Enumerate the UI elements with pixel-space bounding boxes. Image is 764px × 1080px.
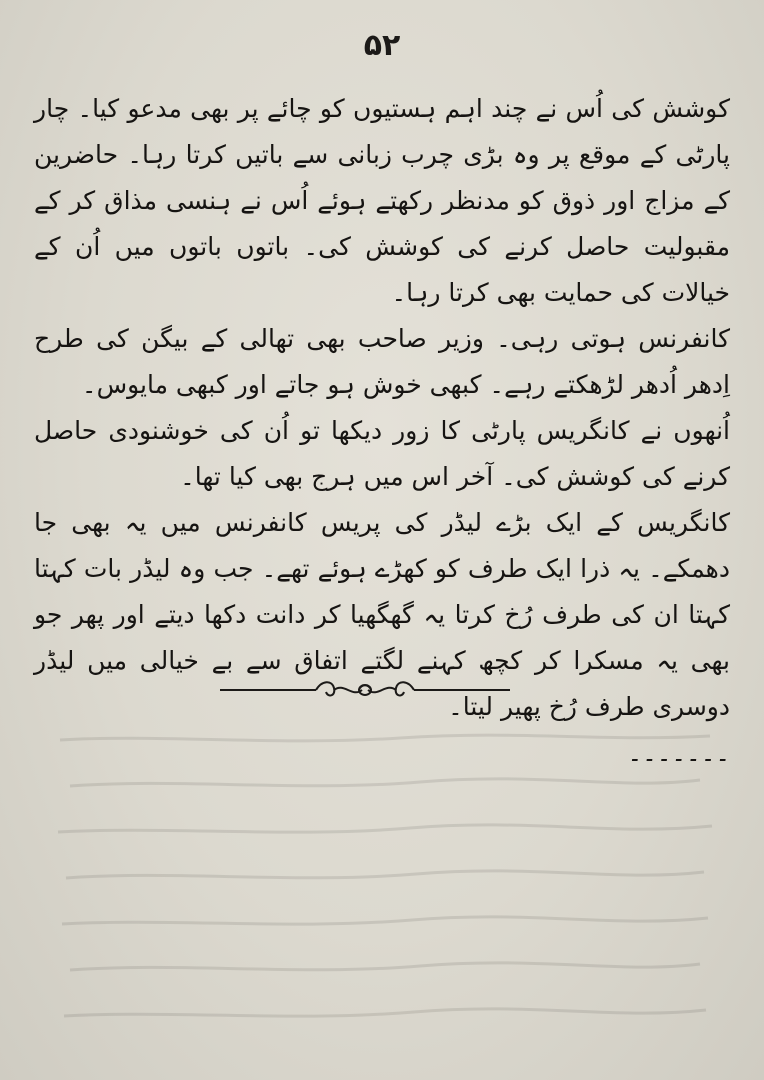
page-number: ۵۲	[363, 28, 401, 63]
paragraph-3: اُنھوں نے کانگریس پارٹی کا زور دیکھا تو اُن کی خوشنودی حاصل کرنے کی کوشش کی۔ آخر اس میں ہرج بھی کیا تھا۔	[34, 416, 730, 491]
paragraph-1: کوشش کی اُس نے چند اہم ہستیوں کو چائے پر بھی مدعو کیا۔ چار پارٹی کے موقع پر وہ بڑی چرب زبانی سے باتیں کرتا رہا۔ حاضرین کے مزاج اور ذوق کو مدنظر رکھتے ہوئے اُس نے ہنسی مذاق کر کے مقبولیت حاصل کرنے کی کوشش کی۔ باتوں باتوں میں اُن کے خیالات کی حمایت بھی کرتا رہا۔	[34, 94, 730, 307]
paragraph-4: کانگریس کے ایک بڑے لیڈر کی پریس کانفرنس میں یہ بھی جا دھمکے۔ یہ ذرا ایک طرف کو کھڑے ہوئے تھے۔ جب وہ لیڈر بات کہتا کہتا ان کی طرف رُخ کرتا یہ گھگھیا کر دانت دکھا دیتے اور پھر جو بھی یہ مسکرا کر کچھ کہنے لگتے اتفاق سے بے خیالی میں لیڈر دوسری طرف رُخ پھیر لیتا۔	[34, 508, 730, 721]
trailing-ellipsis: ۔۔۔۔۔۔۔	[627, 738, 730, 767]
show-through-texture	[40, 720, 730, 1050]
section-divider-ornament	[220, 672, 510, 708]
paragraph-2: کانفرنس ہوتی رہی۔ وزیر صاحب بھی تھالی کے بیگن کی طرح اِدھر اُدھر لڑھکتے رہے۔ کبھی خوش ہو جاتے اور کبھی مایوس۔	[34, 324, 730, 399]
